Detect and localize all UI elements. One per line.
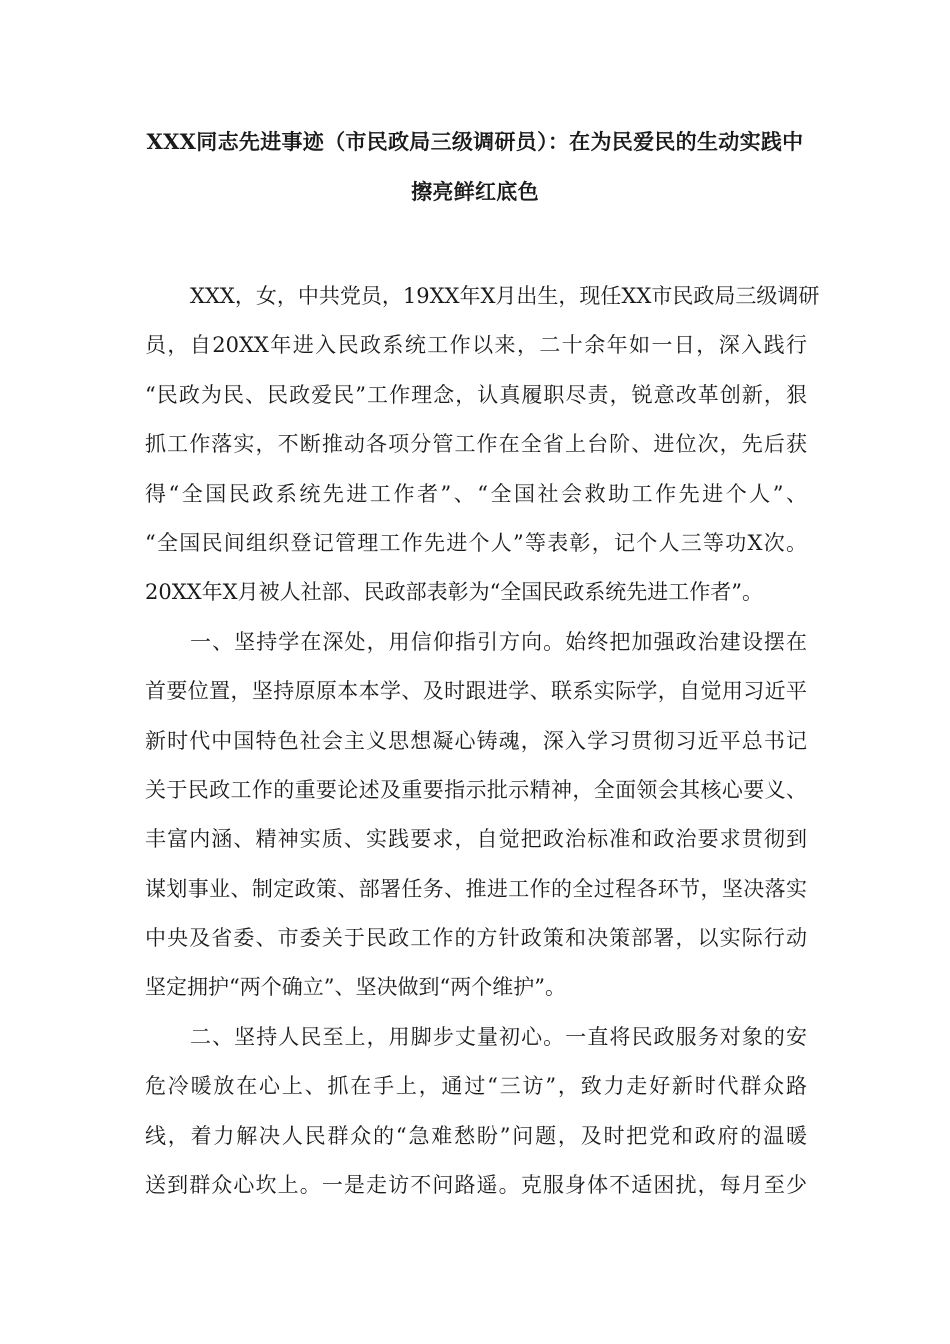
text-line: 新时代中国特色社会主义思想凝心铸魂，深入学习贯彻习近平总书记 xyxy=(145,728,807,753)
text-line: 得“全国民政系统先进工作者”、“全国社会救助工作先进个人”、 xyxy=(145,481,807,506)
text-line: 送到群众心坎上。一是走访不问路遥。克服身体不适困扰，每月至少 xyxy=(145,1173,807,1198)
text-line: 抓工作落实，不断推动各项分管工作在全省上台阶、进位次，先后获 xyxy=(145,432,807,457)
document-title-line-2: 擦亮鲜红底色 xyxy=(411,179,539,204)
text-line: 中央及省委、市委关于民政工作的方针政策和决策部署，以实际行动 xyxy=(145,926,807,951)
paragraph-intro xyxy=(145,281,820,627)
paragraph-section-1 xyxy=(145,627,807,1022)
text-line: 丰富内涵、精神实质、实践要求，自觉把政治标准和政治要求贯彻到 xyxy=(145,827,807,852)
document-body xyxy=(145,281,820,1219)
text-line: 关于民政工作的重要论述及重要指示批示精神，全面领会其核心要义、 xyxy=(145,777,807,802)
text-line: 谋划事业、制定政策、部署任务、推进工作的全过程各环节，坚决落实 xyxy=(145,876,807,901)
text-line: 二、坚持人民至上，用脚步丈量初心。一直将民政服务对象的安 xyxy=(190,1024,807,1049)
text-line: “全国民间组织登记管理工作先进个人”等表彰，记个人三等功X次。 xyxy=(145,530,807,555)
text-line: 首要位置，坚持原原本本学、及时跟进学、联系实际学，自觉用习近平 xyxy=(145,679,807,704)
text-line: 危冷暖放在心上、抓在手上，通过“三访”，致力走好新时代群众路 xyxy=(145,1074,807,1099)
text-line: XXX，女，中共党员，19XX年X月出生，现任XX市民政局三级调研 xyxy=(190,284,820,308)
document-title-line-1: XXX同志先进事迹（市民政局三级调研员）：在为民爱民的生动实践中 xyxy=(146,129,804,154)
text-line: “民政为民、民政爱民”工作理念，认真履职尽责，锐意改革创新，狠 xyxy=(145,382,807,407)
text-line: 20XX年X月被人社部、民政部表彰为“全国民政系统先进工作者”。 xyxy=(145,580,764,605)
text-line: 一、坚持学在深处，用信仰指引方向。始终把加强政治建设摆在 xyxy=(190,629,807,654)
text-line: 坚定拥护“两个确立”、坚决做到“两个维护”。 xyxy=(145,975,566,1000)
text-line: 线，着力解决人民群众的“急难愁盼”问题，及时把党和政府的温暖 xyxy=(145,1123,807,1148)
text-line: 员，自20XX年进入民政系统工作以来，二十余年如一日，深入践行 xyxy=(145,333,807,358)
paragraph-section-2 xyxy=(145,1022,807,1220)
